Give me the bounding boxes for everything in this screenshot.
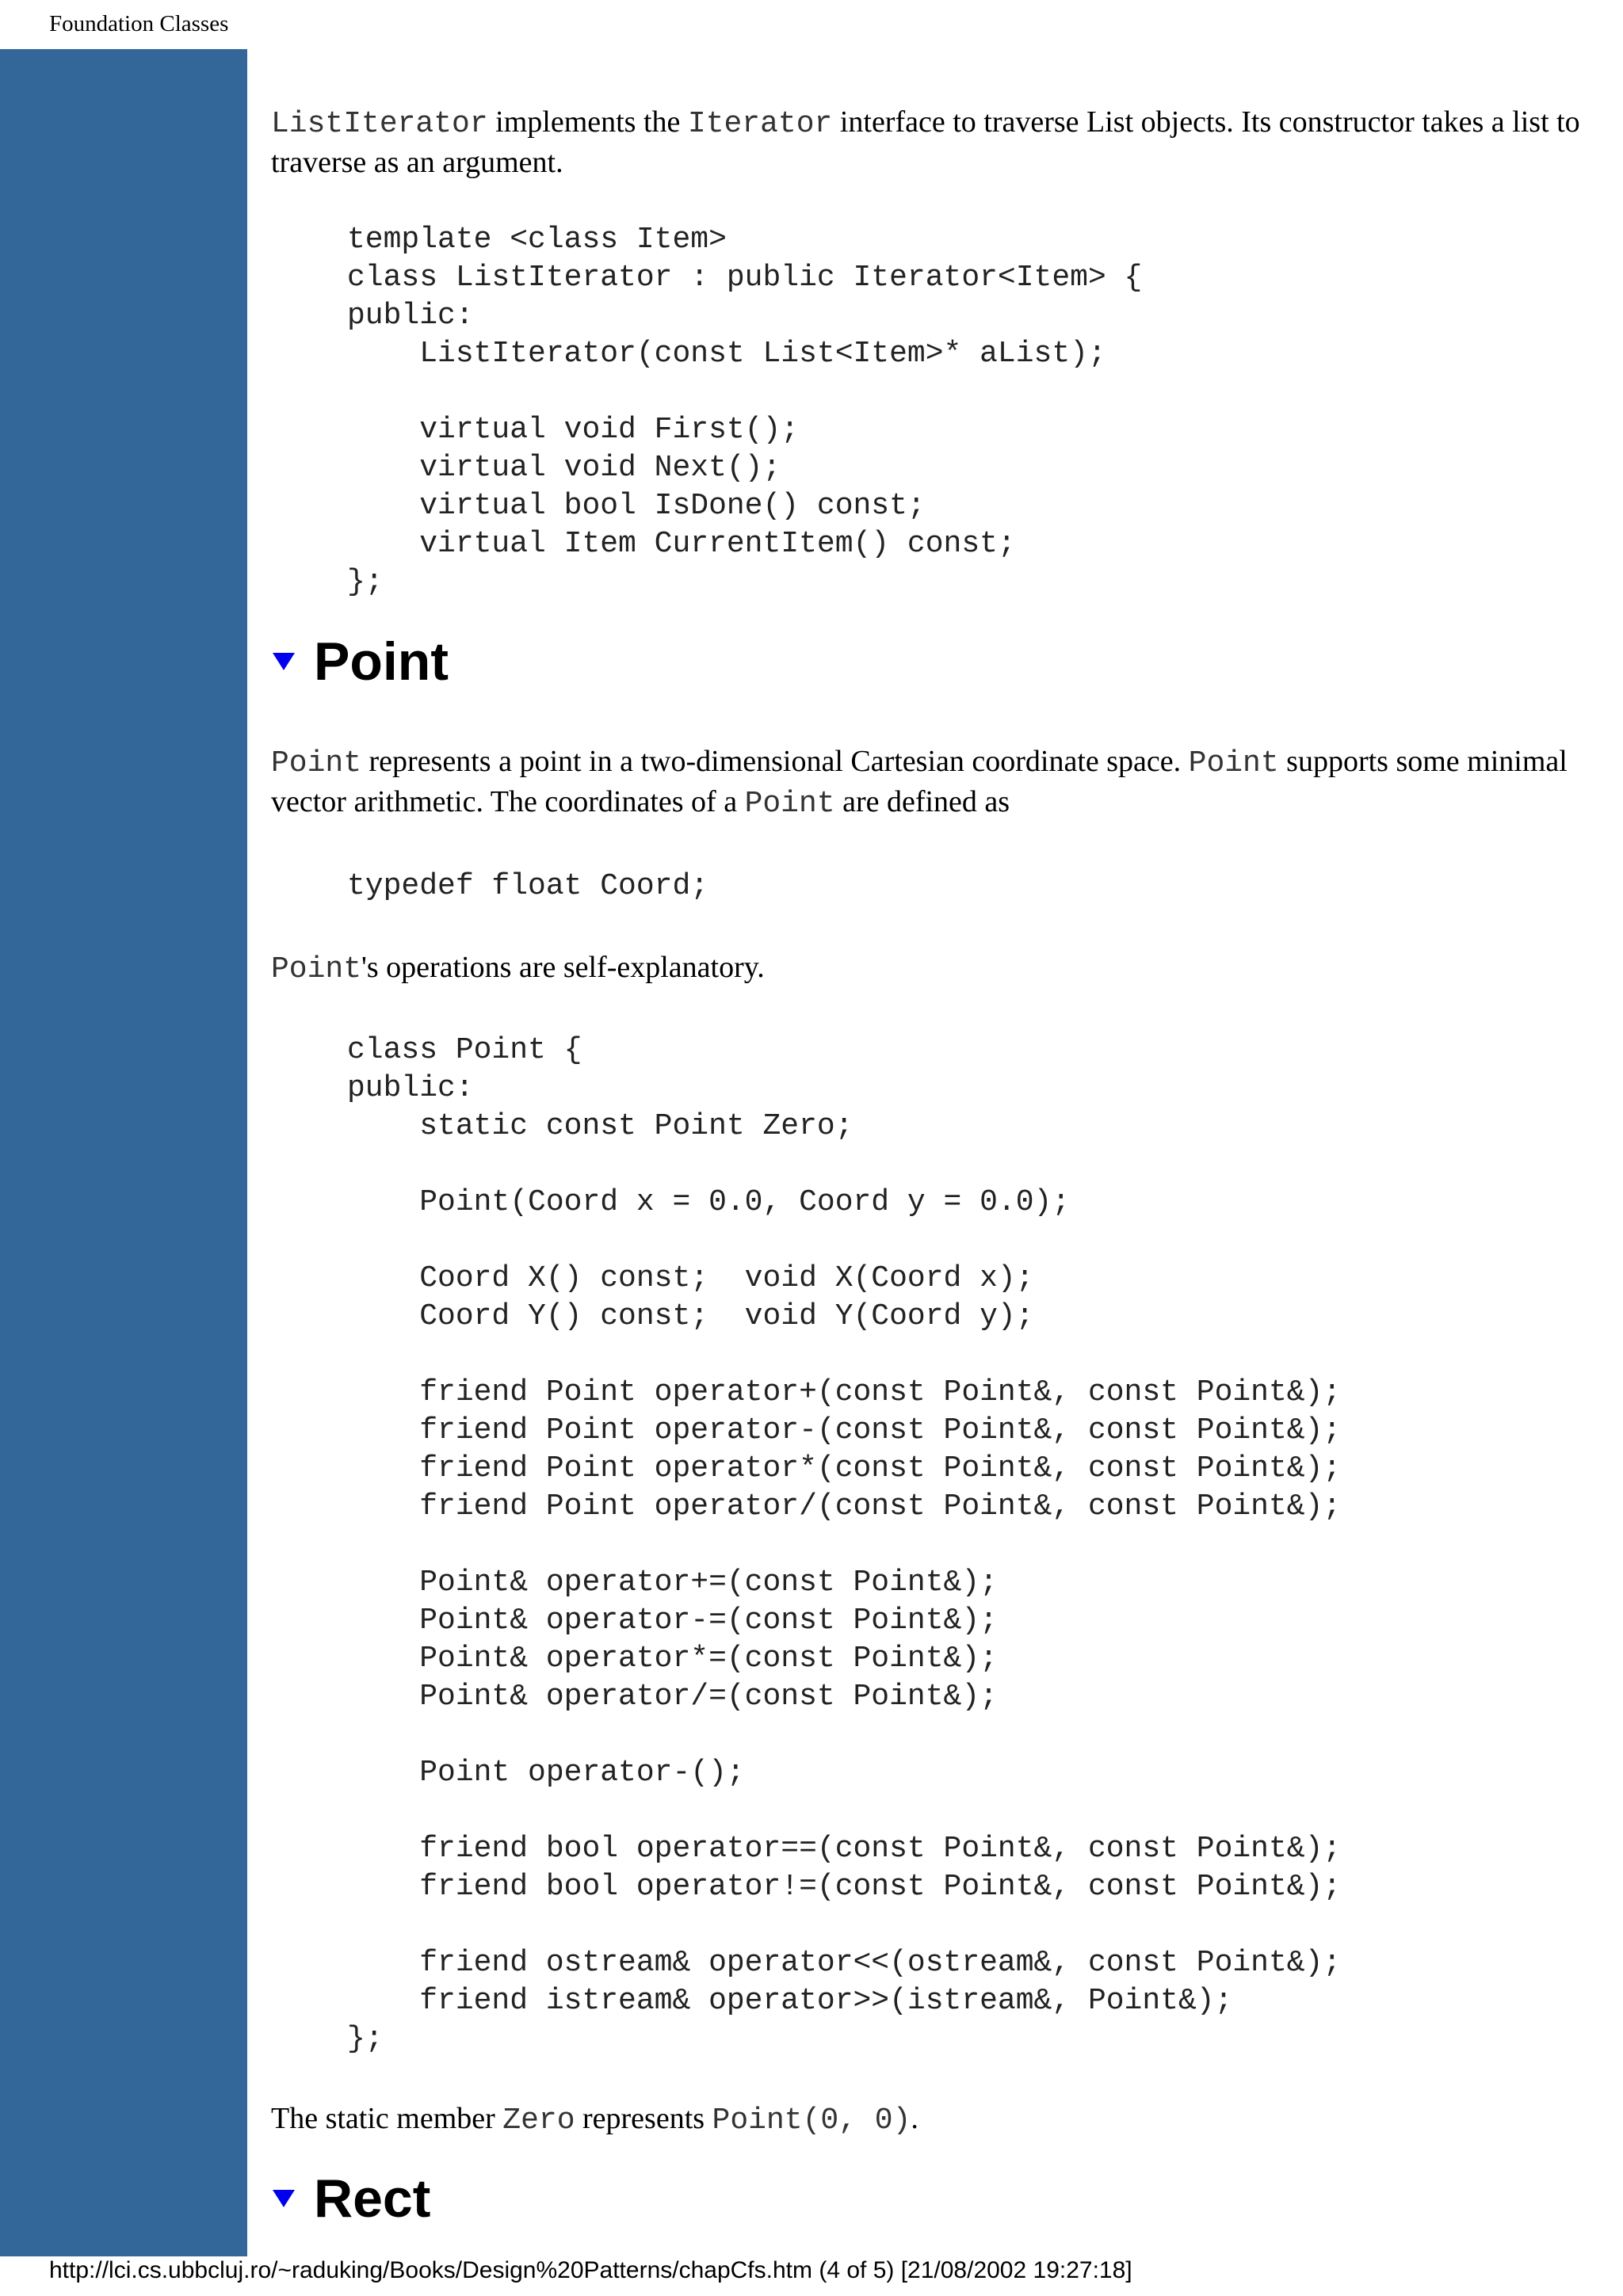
inline-code: Zero [502,2103,575,2138]
section-heading-rect [271,2167,1587,2230]
text-run: implements the [487,105,688,139]
text-run: supports some minimal vector arithmetic. The coordinates of a [271,745,1568,818]
section-title: Point [314,631,449,692]
text-run: interface to traverse List objects. Its constructor takes a list to traverse as an argument. [271,105,1580,179]
inline-code: Point [744,787,835,821]
sidebar [0,49,247,2256]
inline-code: Point [1188,746,1279,780]
header-title: Foundation Classes [49,11,229,36]
text-run: The static member [271,2102,503,2135]
inline-code: Point [271,952,362,986]
inline-code: Point(0, 0) [712,2103,911,2138]
point-description-paragraph [271,742,1587,823]
intro-paragraph [271,103,1587,181]
text-run: represents [575,2102,712,2135]
triangle-down-icon[interactable] [273,2190,295,2207]
code-block-typedef: typedef float Coord; [347,869,709,903]
operations-paragraph [271,948,1587,989]
main-content [271,103,1587,2230]
code-block-listiterator: template <class Item> class ListIterator : public Iterator<Item> { public: ListIterator(const List<Item>* aList); virtual void First(); virtual void Next(); virtual bool IsDone() const; virtual Item CurrentItem() const; }; [347,223,1143,599]
inline-code: Point [271,746,362,780]
text-run: are defined as [834,785,1010,818]
text-run: 's operations are self-explanatory. [361,951,765,984]
inline-code: Iterator [687,107,833,141]
triangle-down-icon[interactable] [273,653,295,670]
page-header [0,0,1623,49]
zero-paragraph [271,2100,1587,2140]
section-heading-point [271,630,1587,693]
section-title: Rect [314,2168,431,2229]
text-run: . [911,2102,918,2135]
footer-url: http://lci.cs.ubbcluj.ro/~raduking/Books/Design%20Patterns/chapCfs.htm (4 of 5) [21/08/2002 19:27:18] [49,2257,1132,2283]
text-run: represents a point in a two-dimensional Cartesian coordinate space. [361,745,1189,778]
inline-code: ListIterator [271,107,488,141]
code-block-point-class: class Point { public: static const Point Zero; Point(Coord x = 0.0, Coord y = 0.0); Coord X() const; void X(Coord x); Coord Y() const; void Y(Coord y); friend Point operator+(const Point&, const Point&); friend Point operator-(const Point&, const Point&); friend Point operator*(const Point&, const Point&); friend Point operator/(const Point&, const Point&); Point& operator+=(const Point&); Point& operator-=(const Point&); Point& operator*=(const Point&); Point& operator/=(const Point&); Point operator-(); friend bool operator==(const Point&, const Point&); friend bool operator!=(const Point&, const Point&); friend ostream& operator<<(ostream&, const Point&); friend istream& operator>>(istream&, Point&); }; [347,1033,1342,2056]
